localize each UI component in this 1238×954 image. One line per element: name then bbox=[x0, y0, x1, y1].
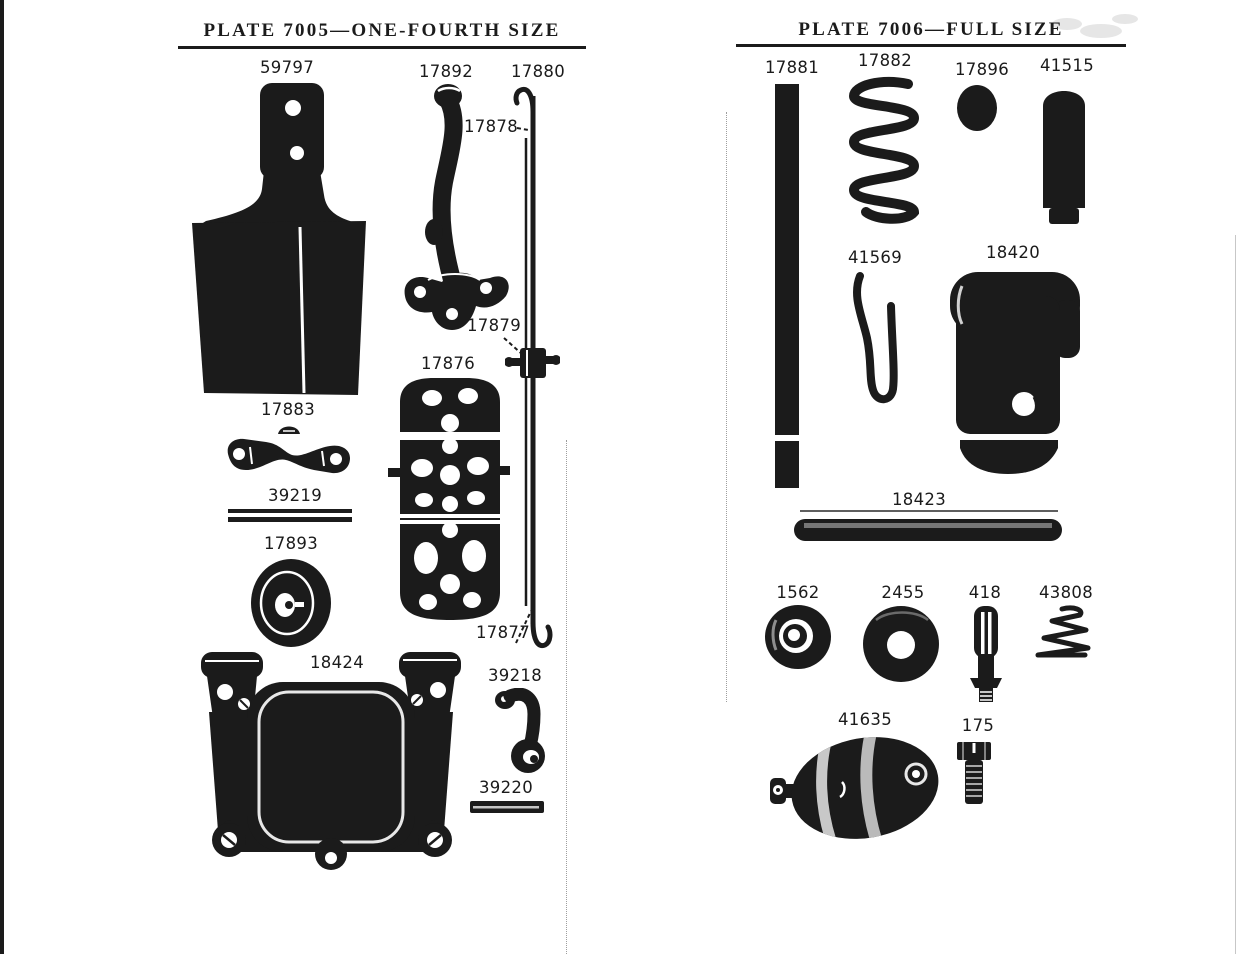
part-1562-grommet bbox=[764, 604, 832, 670]
plate-7006-title: PLATE 7006—FULL SIZE bbox=[798, 19, 1064, 40]
part-label-39220: 39220 bbox=[479, 778, 533, 797]
part-label-17879: 17879 bbox=[467, 316, 521, 335]
part-label-17877: 17877 bbox=[476, 623, 530, 642]
part-43808-cone-spring bbox=[1028, 604, 1092, 662]
part-label-41635: 41635 bbox=[838, 710, 892, 729]
part-17881-bar bbox=[772, 84, 802, 488]
part-label-175: 175 bbox=[961, 716, 995, 735]
part-label-17893: 17893 bbox=[264, 534, 318, 553]
part-label-43808: 43808 bbox=[1039, 583, 1093, 602]
plate-7006-rule bbox=[736, 44, 1126, 47]
part-label-39219: 39219 bbox=[268, 486, 322, 505]
part-label-17878: 17878 bbox=[464, 117, 518, 136]
part-label-17880: 17880 bbox=[511, 62, 565, 81]
part-41515-sleeve bbox=[1040, 80, 1088, 230]
part-label-18423: 18423 bbox=[892, 490, 946, 509]
part-label-18420: 18420 bbox=[986, 243, 1040, 262]
part-label-17883: 17883 bbox=[261, 400, 315, 419]
part-label-17882: 17882 bbox=[858, 51, 912, 70]
part-17882-coil-spring bbox=[842, 76, 926, 226]
part-label-59797: 59797 bbox=[260, 58, 314, 77]
part-17896-plug bbox=[956, 84, 998, 132]
part-418-stud bbox=[966, 604, 1006, 704]
part-41569-clip bbox=[846, 268, 912, 412]
part-label-41515: 41515 bbox=[1040, 56, 1094, 75]
plate-7005-title: PLATE 7005—ONE-FOURTH SIZE bbox=[203, 20, 561, 41]
part-18420-bracket bbox=[948, 264, 1084, 474]
part-label-17881: 17881 bbox=[765, 58, 819, 77]
part-label-2455: 2455 bbox=[881, 583, 925, 602]
part-label-418: 418 bbox=[968, 583, 1002, 602]
part-2455-washer bbox=[862, 604, 940, 684]
part-18423-shaft bbox=[794, 510, 1066, 548]
part-label-18424: 18424 bbox=[310, 653, 364, 672]
part-label-1562: 1562 bbox=[776, 583, 820, 602]
part-41635-assembly bbox=[770, 726, 940, 848]
part-label-17876: 17876 bbox=[421, 354, 475, 373]
part-label-17896: 17896 bbox=[955, 60, 1009, 79]
part-label-41569: 41569 bbox=[848, 248, 902, 267]
part-label-17892: 17892 bbox=[419, 62, 473, 81]
part-175-screw bbox=[952, 738, 998, 808]
part-label-39218: 39218 bbox=[488, 666, 542, 685]
